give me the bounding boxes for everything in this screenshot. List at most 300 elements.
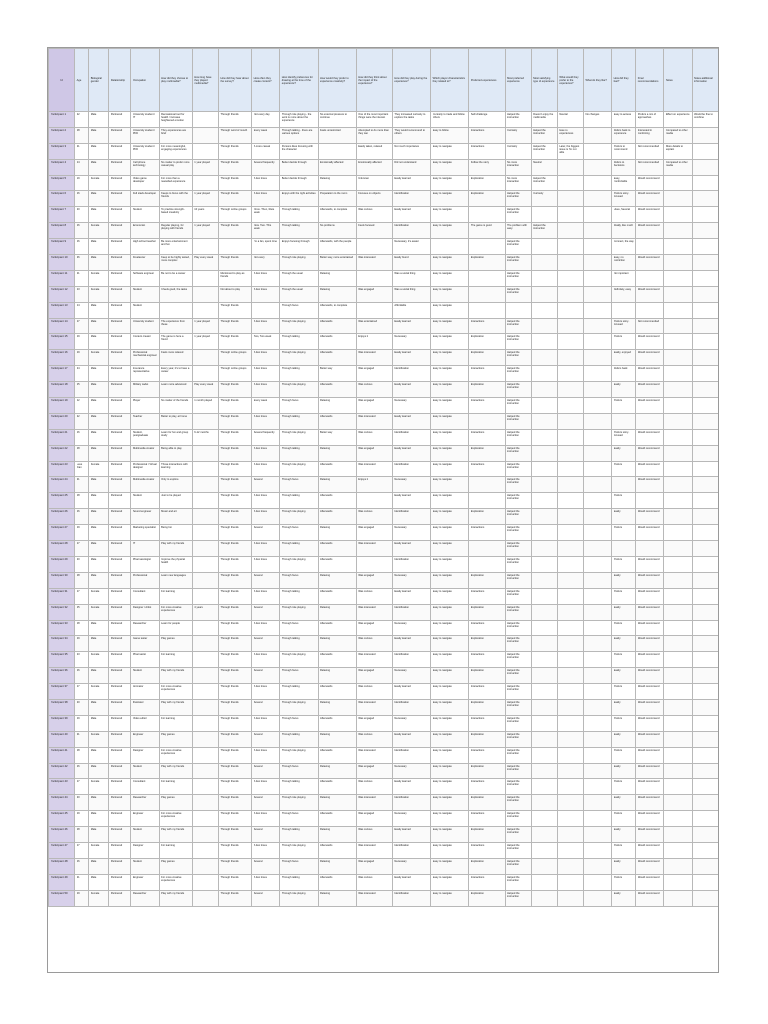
table-cell — [505, 795, 531, 811]
table-cell — [612, 858, 636, 874]
cell-text: Participant 2 — [50, 128, 67, 132]
cell-text: Curiosity — [507, 128, 518, 132]
cell-text: Female — [90, 589, 100, 593]
table-cell — [664, 255, 692, 271]
table-cell — [557, 461, 583, 477]
cell-text: Relaxing — [320, 796, 331, 800]
table-cell — [131, 811, 159, 827]
cell-text: Participant 14 — [50, 319, 68, 323]
table-cell — [583, 493, 611, 509]
table-cell — [192, 668, 218, 684]
cell-text: Through friends — [220, 716, 239, 720]
table-cell — [318, 556, 356, 572]
column-header: How would they prefer to experience creativity? — [318, 49, 356, 112]
table-cell — [431, 493, 469, 509]
table-cell — [252, 159, 280, 175]
table-cell — [252, 477, 280, 493]
cell-text: Self-challenge — [470, 113, 488, 116]
table-cell — [318, 668, 356, 684]
cell-text: 1 year played — [194, 319, 210, 323]
cell-text: A few times — [253, 780, 267, 784]
table-cell — [431, 652, 469, 668]
cell-text: Through friends — [220, 494, 239, 498]
table-cell — [692, 556, 719, 572]
table-cell — [131, 604, 159, 620]
table-cell — [431, 366, 469, 382]
cell-text: Partnered — [110, 462, 123, 466]
cell-text: Participant 24 — [50, 478, 68, 482]
table-cell — [75, 477, 89, 493]
table-cell — [431, 239, 469, 255]
table-cell — [692, 112, 719, 128]
table-cell — [469, 842, 505, 858]
cell-text: Several — [253, 764, 263, 768]
table-cell — [664, 461, 692, 477]
table-cell — [280, 827, 318, 843]
cell-text: Designer — [132, 843, 144, 847]
table-cell — [280, 811, 318, 827]
table-cell — [218, 668, 251, 684]
table-cell — [280, 239, 318, 255]
table-cell — [192, 715, 218, 731]
table-cell — [159, 827, 192, 843]
table-cell — [218, 604, 251, 620]
table-cell — [318, 858, 356, 874]
table-row — [49, 668, 720, 684]
table-cell — [280, 763, 318, 779]
cell-text: Easy to navigate — [432, 621, 452, 625]
cell-text: Several — [253, 526, 263, 530]
table-row — [49, 890, 720, 906]
table-cell — [636, 286, 664, 302]
table-cell — [505, 445, 531, 461]
table-cell — [557, 382, 583, 398]
table-cell — [531, 652, 557, 668]
table-cell — [612, 223, 636, 239]
table-cell — [192, 175, 218, 191]
table-cell — [583, 620, 611, 636]
table-cell — [192, 223, 218, 239]
cell-text: Partnered — [110, 796, 123, 800]
cell-text: High school teacher — [132, 240, 156, 244]
cell-text: Through friends — [220, 700, 239, 704]
table-cell — [89, 652, 109, 668]
table-cell — [664, 668, 692, 684]
table-cell — [252, 525, 280, 541]
table-cell — [583, 350, 611, 366]
cell-text: Identification — [394, 224, 409, 228]
table-cell — [89, 747, 109, 763]
table-cell — [531, 668, 557, 684]
table-cell — [636, 302, 664, 318]
table-cell — [692, 143, 719, 159]
table-cell — [75, 684, 89, 700]
table-cell — [505, 604, 531, 620]
table-cell — [505, 525, 531, 541]
cell-text: Was a social thing — [394, 271, 416, 275]
cell-text: Easily — [613, 446, 621, 450]
cell-text: Prefers — [613, 685, 623, 689]
table-cell — [431, 461, 469, 477]
table-cell — [664, 731, 692, 747]
cell-text: It feels good, the tasks — [161, 287, 188, 291]
table-cell — [218, 239, 251, 255]
cell-text: Partnered — [110, 653, 123, 657]
table-cell — [218, 413, 251, 429]
cell-text: Male — [90, 256, 97, 260]
table-cell — [280, 572, 318, 588]
cell-text: For learning — [161, 653, 175, 657]
cell-text: Two, Two week — [253, 335, 272, 339]
table-cell — [664, 477, 692, 493]
cell-text: A few times — [253, 414, 267, 418]
cell-text: Helped the instruction — [533, 144, 546, 151]
cell-text: Afterwards — [320, 494, 333, 498]
cell-text: Through online groups — [220, 367, 247, 371]
cell-text: Prefers — [613, 812, 623, 816]
table-cell — [664, 127, 692, 143]
table-cell — [192, 890, 218, 906]
table-cell — [664, 191, 692, 207]
cell-text: Afterwards — [320, 716, 333, 720]
table-cell — [692, 255, 719, 271]
cell-text: Animator — [132, 685, 144, 689]
cell-text: Helped the instruction — [507, 891, 520, 898]
table-cell — [692, 223, 719, 239]
table-cell — [469, 509, 505, 525]
table-cell — [531, 858, 557, 874]
table-cell — [469, 350, 505, 366]
cell-text: Affordable — [394, 303, 407, 307]
table-cell — [469, 604, 505, 620]
table-cell — [159, 588, 192, 604]
table-cell — [583, 318, 611, 334]
table-cell — [583, 286, 611, 302]
cell-text: Prefers story-focused — [613, 430, 630, 437]
table-cell — [109, 366, 131, 382]
cell-text: Exploration — [470, 700, 484, 704]
cell-text: Participant 26 — [50, 510, 68, 514]
table-cell — [131, 541, 159, 557]
table-cell — [75, 191, 89, 207]
table-cell — [612, 890, 636, 906]
cell-text: Once. Then, Rare week — [253, 208, 275, 215]
table-cell — [218, 827, 251, 843]
table-cell — [318, 731, 356, 747]
cell-text: The game is here a friend — [161, 335, 184, 342]
cell-text: 27 — [76, 319, 80, 323]
table-cell — [252, 668, 280, 684]
table-cell — [469, 159, 505, 175]
cell-text: Through talking — [281, 414, 300, 418]
table-cell — [159, 207, 192, 223]
table-cell — [49, 699, 75, 715]
cell-text: Easy to navigate — [432, 812, 452, 816]
table-cell — [583, 699, 611, 715]
table-cell — [612, 334, 636, 350]
table-cell — [318, 270, 356, 286]
table-cell — [636, 731, 664, 747]
table-cell — [583, 477, 611, 493]
table-cell — [75, 445, 89, 461]
cell-text: Helped the instruction — [533, 128, 546, 135]
cell-text: Through talking — [281, 446, 300, 450]
cell-text: Helped the instruction — [507, 446, 520, 453]
cell-text: Easily, enjoyed — [613, 351, 631, 355]
cell-text: Easy to navigate — [432, 335, 452, 339]
table-cell — [131, 143, 159, 159]
table-cell — [89, 223, 109, 239]
cell-text: Was interested — [358, 891, 376, 895]
table-cell — [392, 461, 430, 477]
table-cell — [75, 715, 89, 731]
cell-text: Attempted to do more than they can — [358, 128, 389, 135]
table-cell — [192, 382, 218, 398]
table-cell — [159, 255, 192, 271]
table-cell — [318, 493, 356, 509]
cell-text: Participant 28 — [50, 542, 68, 546]
table-cell — [192, 477, 218, 493]
table-cell — [557, 572, 583, 588]
cell-text: Easily learned — [394, 383, 411, 387]
table-cell — [505, 255, 531, 271]
table-cell — [612, 286, 636, 302]
cell-text: Was curious — [358, 430, 373, 434]
cell-text: Interactions — [470, 780, 485, 784]
table-cell — [531, 699, 557, 715]
table-cell — [159, 493, 192, 509]
table-cell — [356, 477, 392, 493]
cell-text: Definitely, easy — [613, 287, 632, 291]
table-cell — [159, 811, 192, 827]
cell-text: 6-12 months — [194, 430, 209, 434]
table-cell — [356, 715, 392, 731]
table-cell — [49, 207, 75, 223]
cell-text: A few times — [253, 319, 267, 323]
table-row — [49, 175, 720, 191]
cell-text: Afterwards — [320, 685, 333, 689]
cell-text: Through role playing — [281, 653, 306, 657]
column-header: Occupation — [131, 49, 159, 112]
cell-text: Was curious — [358, 732, 373, 736]
table-cell — [318, 525, 356, 541]
table-cell — [356, 445, 392, 461]
cell-text: No more interaction — [507, 160, 520, 167]
table-cell — [431, 334, 469, 350]
table-cell — [431, 191, 469, 207]
cell-text: They would recommend to others — [394, 128, 425, 135]
table-cell — [692, 684, 719, 700]
table-cell — [505, 112, 531, 128]
table-cell — [692, 572, 719, 588]
table-cell — [583, 413, 611, 429]
table-cell — [252, 652, 280, 668]
table-cell — [75, 779, 89, 795]
cell-text: Interested in combining — [637, 128, 653, 135]
cell-text: Interactions — [470, 621, 485, 625]
table-cell — [692, 509, 719, 525]
table-cell — [131, 509, 159, 525]
table-row — [49, 652, 720, 668]
cell-text: 23 — [76, 287, 80, 291]
cell-text: Through focus — [281, 716, 299, 720]
table-cell — [356, 668, 392, 684]
cell-text: They increased curiosity to explore the tasks — [394, 113, 426, 119]
cell-text: Was interested — [358, 351, 376, 355]
cell-text: 33 — [76, 653, 80, 657]
table-cell — [109, 525, 131, 541]
table-cell — [531, 763, 557, 779]
table-cell — [531, 302, 557, 318]
cell-text: Engineer — [132, 732, 144, 736]
table-cell — [89, 286, 109, 302]
cell-text: Easily learned — [394, 176, 411, 180]
table-cell — [692, 302, 719, 318]
table-cell — [280, 445, 318, 461]
table-cell — [75, 747, 89, 763]
table-row — [49, 445, 720, 461]
cell-text: Refers back — [613, 367, 628, 371]
cell-text: Would recommend — [637, 875, 660, 879]
table-cell — [392, 763, 430, 779]
cell-text: Helped the instruction — [507, 796, 520, 803]
table-cell — [252, 509, 280, 525]
table-cell — [252, 890, 280, 906]
table-cell — [356, 286, 392, 302]
cell-text: Every week — [253, 128, 268, 132]
cell-text: Freelancer — [132, 256, 146, 260]
cell-text: Improve the physical health — [161, 557, 185, 564]
table-cell — [557, 747, 583, 763]
table-cell — [531, 604, 557, 620]
cell-text: Participant 6 — [50, 192, 67, 196]
table-row — [49, 795, 720, 811]
cell-text: Better way, more entertained — [320, 256, 354, 260]
cell-text: Helped the instruction — [507, 764, 520, 771]
cell-text: Easily found — [394, 256, 409, 260]
table-cell — [664, 779, 692, 795]
cell-text: The game is good — [470, 224, 492, 228]
table-cell — [692, 779, 719, 795]
table-cell — [664, 143, 692, 159]
cell-text: Helped the instruction — [507, 271, 520, 278]
table-cell — [392, 541, 430, 557]
table-cell — [692, 588, 719, 604]
cell-text: Through role playing — [281, 843, 306, 847]
table-cell — [218, 255, 251, 271]
cell-text: 26 — [76, 669, 80, 673]
table-cell — [583, 636, 611, 652]
cell-text: 30 — [76, 557, 80, 561]
cell-text: Easy to navigate — [432, 828, 452, 832]
cell-text: Helped the instruction — [507, 637, 520, 644]
cell-text: Would recommend — [637, 605, 660, 609]
table-cell — [612, 620, 636, 636]
table-cell — [75, 668, 89, 684]
cell-text: Would recommend — [637, 764, 660, 768]
cell-text: Through role playing — [281, 557, 306, 561]
table-cell — [664, 541, 692, 557]
table-cell — [192, 286, 218, 302]
table-cell — [49, 270, 75, 286]
cell-text: Curiosity — [533, 192, 544, 196]
cell-text: Partnered — [110, 685, 123, 689]
cell-text: 36 — [76, 256, 80, 260]
table-cell — [109, 779, 131, 795]
table-row — [49, 334, 720, 350]
cell-text: Would recommend — [637, 573, 660, 577]
table-cell — [583, 175, 611, 191]
cell-text: Participant 42 — [50, 764, 68, 768]
table-cell — [531, 398, 557, 414]
table-cell — [636, 112, 664, 128]
table-cell — [89, 556, 109, 572]
table-cell — [431, 556, 469, 572]
table-cell — [692, 191, 719, 207]
table-cell — [356, 652, 392, 668]
cell-text: Easy to navigate — [432, 414, 452, 418]
table-cell — [75, 827, 89, 843]
cell-text: Helped the instruction — [507, 256, 520, 263]
cell-text: Play with my friends — [161, 764, 185, 768]
table-cell — [49, 429, 75, 445]
table-cell — [692, 715, 719, 731]
cell-text: Learn for people — [161, 621, 181, 625]
table-cell — [89, 668, 109, 684]
cell-text: Through friends — [220, 780, 239, 784]
cell-text: Exploration — [470, 510, 484, 514]
table-cell — [505, 668, 531, 684]
cell-text: Was interested — [358, 462, 376, 466]
table-cell — [692, 795, 719, 811]
table-cell — [252, 620, 280, 636]
table-cell — [664, 842, 692, 858]
cell-text: Not recommended — [637, 319, 660, 323]
cell-text: Curiosity to trade and follow others — [432, 113, 465, 119]
table-cell — [318, 143, 356, 159]
cell-text: Through role playing — [281, 748, 306, 752]
table-cell — [89, 461, 109, 477]
cell-text: Easy, comfortable — [613, 176, 628, 183]
cell-text: Easily learned — [394, 208, 411, 212]
cell-text: Through friends — [220, 430, 239, 434]
table-cell — [192, 127, 218, 143]
table-cell — [89, 302, 109, 318]
table-cell — [109, 286, 131, 302]
cell-text: Through friends — [220, 669, 239, 673]
cell-text: Not recommended — [637, 160, 660, 164]
table-cell — [612, 604, 636, 620]
cell-text: Several frequently — [253, 160, 275, 164]
cell-text: Afterwards, with the people — [320, 240, 352, 244]
table-cell — [109, 318, 131, 334]
table-cell — [75, 127, 89, 143]
table-cell — [431, 350, 469, 366]
cell-text: Male — [90, 748, 97, 752]
cell-text: Male — [90, 716, 97, 720]
table-cell — [280, 715, 318, 731]
table-cell — [356, 398, 392, 414]
table-row — [49, 477, 720, 493]
table-cell — [89, 175, 109, 191]
table-cell — [280, 366, 318, 382]
table-cell — [131, 795, 159, 811]
cell-text: Through role playing — [281, 891, 306, 895]
table-cell — [252, 461, 280, 477]
table-cell — [505, 159, 531, 175]
cell-text: Exploration — [470, 669, 484, 673]
table-cell — [218, 159, 251, 175]
